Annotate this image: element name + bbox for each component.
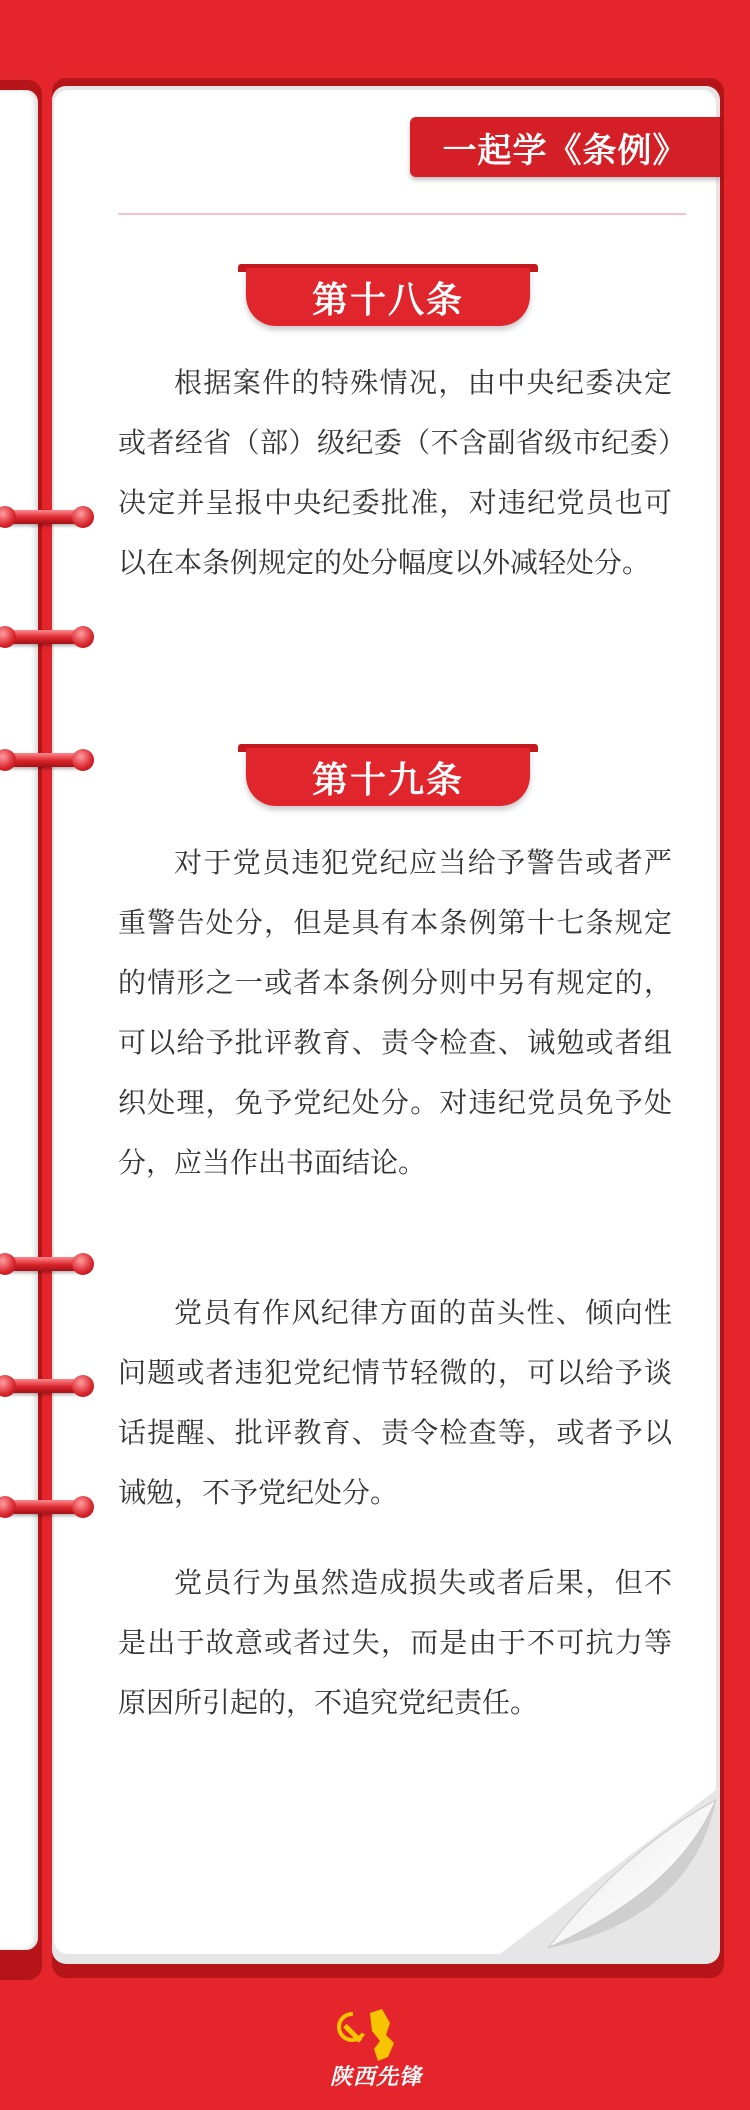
article-18-title: 第十八条 — [246, 268, 530, 326]
binder-ring-icon — [0, 1374, 95, 1400]
article-19-paragraph-2: 党员有作风纪律方面的苗头性、倾向性问题或者违犯党纪情节轻微的，可以给予谈话提醒、批评教育、责令检查等，或者予以诫勉，不予党纪处分。 — [118, 1296, 672, 1509]
series-header-tag: 一起学《条例》 — [410, 117, 720, 177]
binder-ring-icon — [0, 1252, 95, 1278]
binder-ring-icon — [0, 748, 95, 774]
previous-page — [0, 90, 38, 1950]
binder-ring-icon — [0, 505, 95, 531]
binder-ring-icon — [0, 1495, 95, 1521]
article-18-ribbon — [238, 264, 538, 328]
article-19-paragraph-3: 党员行为虽然造成损失或者后果，但不是出于故意或者过失，而是由于不可抗力等原因所引起的，不追究党纪责任。 — [118, 1566, 672, 1719]
article-18-paragraph-1: 根据案件的特殊情况，由中央纪委决定或者经省（部）级纪委（不含副省级市纪委）决定并呈报中央纪委批准，对违纪党员也可以在本条例规定的处分幅度以外减轻处分。 — [118, 366, 672, 579]
header-divider — [118, 213, 686, 215]
article-19-paragraph-1: 对于党员违犯党纪应当给予警告或者严重警告处分，但是具有本条例第十七条规定的情形之一或者本条例分则中另有规定的，可以给予批评教育、责令检查、诫勉或者组织处理，免予党纪处分。对违纪党员免予处分，应当作出书面结论。 — [118, 846, 672, 1179]
article-19-ribbon — [238, 744, 538, 808]
article-19-title: 第十九条 — [246, 748, 530, 806]
footer-logo-text: 陕西先锋 — [330, 2064, 423, 2090]
binder-ring-icon — [0, 625, 95, 651]
